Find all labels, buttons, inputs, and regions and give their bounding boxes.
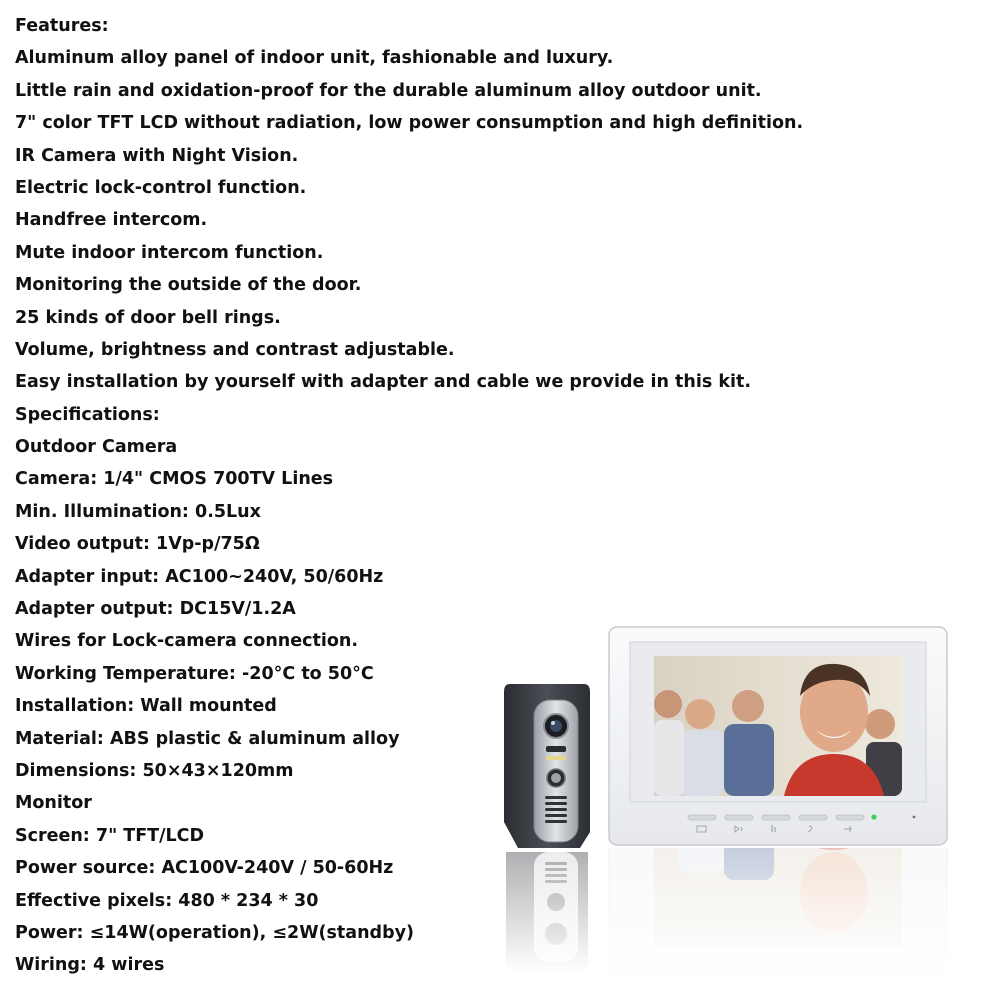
monitor-heading: Monitor [15, 793, 92, 814]
outdoor-camera-heading: Outdoor Camera [15, 437, 178, 458]
specifications-heading: Specifications: [15, 404, 160, 425]
spec-line: Power: ≤14W(operation), ≤2W(standby) [15, 922, 415, 943]
door-camera-icon [504, 682, 590, 848]
feature-line: Mute indoor intercom function. [15, 242, 324, 263]
feature-line: 7" color TFT LCD without radiation, low power consumption and high definition. [15, 113, 804, 134]
spec-line: Screen: 7" TFT/LCD [15, 825, 205, 846]
feature-line: Electric lock-control function. [15, 177, 307, 198]
feature-line: Handfree intercom. [15, 210, 208, 231]
spec-line: Adapter output: DC15V/1.2A [15, 599, 296, 620]
feature-line: Easy installation by yourself with adapter and cable we provide in this kit. [15, 372, 752, 393]
feature-line: Monitoring the outside of the door. [15, 275, 362, 296]
door-camera-reflection [504, 852, 590, 972]
spec-line: Camera: 1/4" CMOS 700TV Lines [15, 469, 334, 490]
spec-line: Adapter input: AC100~240V, 50/60Hz [15, 566, 384, 587]
feature-line: IR Camera with Night Vision. [15, 145, 299, 166]
features-heading: Features: [15, 16, 109, 36]
spec-line: Material: ABS plastic & aluminum alloy [15, 728, 400, 749]
video-monitor-icon [608, 626, 948, 846]
spec-line: Video output: 1Vp-p/75Ω [15, 534, 260, 555]
feature-line: 25 kinds of door bell rings. [15, 307, 281, 328]
spec-line: Min. Illumination: 0.5Lux [15, 501, 261, 522]
spec-line: Power source: AC100V-240V / 50-60Hz [15, 858, 394, 879]
feature-line: Little rain and oxidation-proof for the durable aluminum alloy outdoor unit. [15, 80, 762, 101]
spec-line: Effective pixels: 480 * 234 * 30 [15, 890, 319, 911]
spec-line: Working Temperature: -20°C to 50°C [15, 663, 374, 684]
spec-line: Dimensions: 50×43×120mm [15, 760, 294, 781]
spec-line: Wiring: 4 wires [15, 955, 165, 976]
feature-line: Volume, brightness and contrast adjustable. [15, 339, 455, 360]
spec-line: Installation: Wall mounted [15, 696, 277, 717]
spec-line: Wires for Lock-camera connection. [15, 631, 358, 652]
product-photo [500, 620, 960, 1000]
feature-line: Aluminum alloy panel of indoor unit, fashionable and luxury. [15, 48, 614, 69]
video-monitor-reflection [608, 848, 948, 978]
